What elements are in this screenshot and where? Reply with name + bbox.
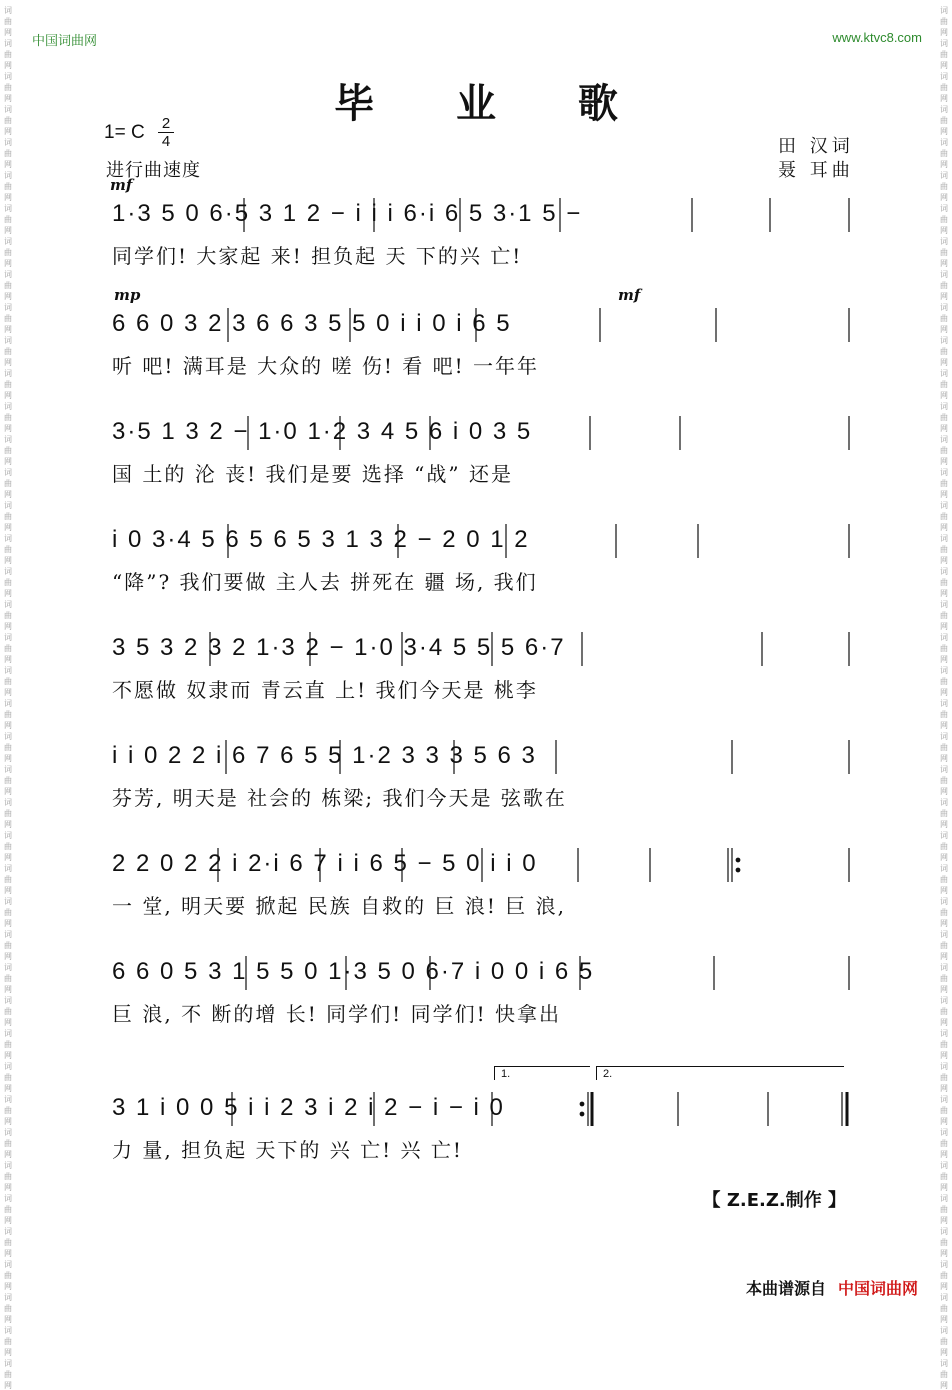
notation-line: i i 0 2 2 i 6 7 6 5 5 1·2 3 3 3 5 6 3 xyxy=(112,742,537,769)
watermark-glyph: 网 xyxy=(4,1018,12,1027)
watermark-glyph: 曲 xyxy=(4,413,12,422)
watermark-glyph: 曲 xyxy=(940,50,948,59)
watermark-glyph: 曲 xyxy=(4,974,12,983)
watermark-glyph: 词 xyxy=(4,402,12,411)
watermark-glyph: 网 xyxy=(940,127,948,136)
watermark-glyph: 曲 xyxy=(940,380,948,389)
watermark-glyph: 曲 xyxy=(940,17,948,26)
watermark-glyph: 曲 xyxy=(940,908,948,917)
watermark-glyph: 曲 xyxy=(940,248,948,257)
watermark-glyph: 曲 xyxy=(940,512,948,521)
watermark-glyph: 网 xyxy=(940,1183,948,1192)
lyrics-line: 不愿做 奴隶而 青云直 上! 我们今天是 桃李 xyxy=(112,678,538,702)
lyrics-line: 力 量, 担负起 天下的 兴 亡! 兴 亡! xyxy=(112,1138,463,1162)
watermark-glyph: 词 xyxy=(940,6,948,15)
watermark-glyph: 网 xyxy=(4,94,12,103)
watermark-glyph: 网 xyxy=(4,1051,12,1060)
watermark-glyph: 曲 xyxy=(4,644,12,653)
watermark-glyph: 网 xyxy=(4,1315,12,1324)
watermark-glyph: 曲 xyxy=(4,1106,12,1115)
watermark-glyph: 词 xyxy=(4,930,12,939)
watermark-glyph: 词 xyxy=(4,171,12,180)
watermark-glyph: 曲 xyxy=(4,1172,12,1181)
watermark-glyph: 网 xyxy=(940,1249,948,1258)
lyrics-line: 一 堂, 明天要 掀起 民族 自救的 巨 浪! 巨 浪, xyxy=(112,894,566,918)
watermark-glyph: 词 xyxy=(940,765,948,774)
watermark-glyph: 网 xyxy=(4,358,12,367)
watermark-glyph: 词 xyxy=(4,897,12,906)
watermark-glyph: 词 xyxy=(940,204,948,213)
watermark-glyph: 网 xyxy=(940,193,948,202)
watermark-glyph: 曲 xyxy=(4,380,12,389)
watermark-glyph: 词 xyxy=(940,897,948,906)
watermark-glyph: 曲 xyxy=(940,776,948,785)
watermark-glyph: 曲 xyxy=(940,215,948,224)
watermark-glyph: 网 xyxy=(940,94,948,103)
watermark-glyph: 词 xyxy=(940,798,948,807)
watermark-glyph: 网 xyxy=(940,622,948,631)
watermark-glyph: 网 xyxy=(940,1282,948,1291)
watermark-glyph: 曲 xyxy=(940,1271,948,1280)
score-system xyxy=(0,828,952,936)
watermark-glyph: 曲 xyxy=(940,842,948,851)
watermark-glyph: 曲 xyxy=(4,182,12,191)
watermark-glyph: 词 xyxy=(4,963,12,972)
watermark-glyph: 网 xyxy=(940,1117,948,1126)
watermark-glyph: 网 xyxy=(4,523,12,532)
watermark-glyph: 曲 xyxy=(4,1238,12,1247)
watermark-glyph: 网 xyxy=(940,721,948,730)
watermark-glyph: 网 xyxy=(940,985,948,994)
watermark-glyph: 曲 xyxy=(940,545,948,554)
song-title: 毕 业 歌 xyxy=(334,80,652,127)
watermark-glyph: 曲 xyxy=(940,1205,948,1214)
source-label: 本曲谱源自 xyxy=(745,1279,826,1298)
watermark-glyph: 网 xyxy=(940,259,948,268)
watermark-glyph: 词 xyxy=(4,666,12,675)
watermark-glyph: 词 xyxy=(940,831,948,840)
watermark-glyph: 词 xyxy=(4,6,12,15)
watermark-glyph: 网 xyxy=(940,490,948,499)
watermark-glyph: 词 xyxy=(4,1227,12,1236)
watermark-glyph: 词 xyxy=(4,369,12,378)
watermark-glyph: 词 xyxy=(940,600,948,609)
watermark-glyph: 词 xyxy=(940,105,948,114)
watermark-glyph: 词 xyxy=(940,699,948,708)
watermark-glyph: 网 xyxy=(4,919,12,928)
tempo-marking: 进行曲速度 xyxy=(106,160,201,181)
watermark-glyph: 曲 xyxy=(4,776,12,785)
watermark-glyph: 曲 xyxy=(940,1172,948,1181)
site-url-right[interactable]: www.ktvc8.com xyxy=(832,30,922,45)
watermark-glyph: 词 xyxy=(4,1161,12,1170)
watermark-glyph: 网 xyxy=(4,787,12,796)
watermark-glyph: 网 xyxy=(4,1249,12,1258)
watermark-glyph: 网 xyxy=(4,28,12,37)
lyrics-line: 听 吧! 满耳是 大众的 嗟 伤! 看 吧! 一年年 xyxy=(112,354,539,378)
watermark-glyph: 词 xyxy=(4,600,12,609)
watermark-glyph: 词 xyxy=(940,72,948,81)
watermark-glyph: 网 xyxy=(4,457,12,466)
watermark-glyph: 曲 xyxy=(4,116,12,125)
watermark-glyph: 词 xyxy=(940,270,948,279)
watermark-glyph: 曲 xyxy=(4,1271,12,1280)
watermark-glyph: 网 xyxy=(940,61,948,70)
watermark-glyph: 曲 xyxy=(940,875,948,884)
watermark-glyph: 网 xyxy=(4,853,12,862)
watermark-glyph: 网 xyxy=(4,1216,12,1225)
watermark-glyph: 网 xyxy=(4,556,12,565)
watermark-glyph: 网 xyxy=(4,1282,12,1291)
watermark-glyph: 词 xyxy=(4,501,12,510)
watermark-glyph: 曲 xyxy=(4,83,12,92)
watermark-glyph: 词 xyxy=(940,435,948,444)
watermark-glyph: 词 xyxy=(4,1260,12,1269)
maker-credit: 【 Z.E.Z.制作 】 xyxy=(702,1190,846,1211)
watermark-glyph: 词 xyxy=(4,1095,12,1104)
watermark-glyph: 曲 xyxy=(4,677,12,686)
watermark-glyph: 词 xyxy=(940,1095,948,1104)
watermark-glyph: 网 xyxy=(4,226,12,235)
watermark-glyph: 网 xyxy=(940,424,948,433)
watermark-glyph: 词 xyxy=(940,336,948,345)
watermark-glyph: 曲 xyxy=(940,182,948,191)
watermark-glyph: 曲 xyxy=(940,974,948,983)
watermark-glyph: 网 xyxy=(4,160,12,169)
watermark-glyph: 网 xyxy=(940,160,948,169)
watermark-glyph: 曲 xyxy=(940,644,948,653)
watermark-glyph: 网 xyxy=(4,61,12,70)
volta-second-ending: 2. xyxy=(596,1066,844,1080)
watermark-glyph: 曲 xyxy=(4,17,12,26)
watermark-glyph: 曲 xyxy=(940,149,948,158)
watermark-glyph: 词 xyxy=(940,633,948,642)
watermark-glyph: 词 xyxy=(940,534,948,543)
watermark-glyph: 词 xyxy=(4,270,12,279)
watermark-glyph: 曲 xyxy=(4,545,12,554)
lyrics-line: 同学们! 大家起 来! 担负起 天 下的兴 亡! xyxy=(112,244,523,268)
watermark-glyph: 词 xyxy=(4,204,12,213)
watermark-glyph: 网 xyxy=(940,1216,948,1225)
watermark-glyph: 网 xyxy=(940,886,948,895)
watermark-glyph: 词 xyxy=(940,996,948,1005)
watermark-glyph: 网 xyxy=(940,820,948,829)
watermark-glyph: 曲 xyxy=(4,1139,12,1148)
watermark-glyph: 网 xyxy=(940,28,948,37)
score-system xyxy=(0,936,952,1044)
watermark-glyph: 曲 xyxy=(4,1337,12,1346)
watermark-glyph: 词 xyxy=(940,468,948,477)
watermark-glyph: 网 xyxy=(940,919,948,928)
watermark-glyph: 曲 xyxy=(4,1304,12,1313)
watermark-glyph: 词 xyxy=(940,237,948,246)
score-system xyxy=(0,612,952,720)
watermark-glyph: 曲 xyxy=(940,116,948,125)
watermark-glyph: 词 xyxy=(4,1293,12,1302)
notation-line: 2 2 0 2 2 i 2·i 6 7 i i 6 5 − 5 0 i i 0 xyxy=(112,850,538,877)
watermark-glyph: 网 xyxy=(4,952,12,961)
watermark-glyph: 网 xyxy=(940,787,948,796)
watermark-glyph: 网 xyxy=(940,952,948,961)
watermark-glyph: 曲 xyxy=(940,578,948,587)
watermark-glyph: 曲 xyxy=(940,446,948,455)
watermark-glyph: 词 xyxy=(940,1062,948,1071)
watermark-glyph: 曲 xyxy=(4,809,12,818)
score-system xyxy=(0,1068,952,1180)
watermark-glyph: 词 xyxy=(940,864,948,873)
watermark-glyph: 曲 xyxy=(4,611,12,620)
watermark-glyph: 网 xyxy=(4,193,12,202)
time-signature xyxy=(158,116,174,149)
watermark-glyph: 词 xyxy=(4,798,12,807)
watermark-glyph: 曲 xyxy=(940,1337,948,1346)
watermark-glyph: 网 xyxy=(940,1084,948,1093)
watermark-glyph: 网 xyxy=(4,1084,12,1093)
watermark-glyph: 词 xyxy=(4,237,12,246)
watermark-glyph: 曲 xyxy=(4,1205,12,1214)
watermark-glyph: 曲 xyxy=(4,941,12,950)
watermark-glyph: 网 xyxy=(4,1348,12,1357)
watermark-glyph: 网 xyxy=(940,292,948,301)
watermark-glyph: 曲 xyxy=(4,215,12,224)
watermark-glyph: 词 xyxy=(940,303,948,312)
watermark-glyph: 词 xyxy=(4,72,12,81)
time-signature-bottom: 4 xyxy=(161,133,171,150)
watermark-glyph: 曲 xyxy=(4,908,12,917)
watermark-glyph: 词 xyxy=(940,39,948,48)
watermark-glyph: 曲 xyxy=(4,1040,12,1049)
notation-line: 3 1 i 0 0 5 i i 2 3 i 2 i 2 − i − i 0 xyxy=(112,1094,505,1121)
key-signature: 1= C xyxy=(104,122,145,143)
watermark-glyph: 网 xyxy=(4,1381,12,1390)
watermark-glyph: 词 xyxy=(940,666,948,675)
watermark-glyph: 曲 xyxy=(4,281,12,290)
watermark-glyph: 曲 xyxy=(940,1073,948,1082)
watermark-glyph: 网 xyxy=(4,985,12,994)
watermark-glyph: 词 xyxy=(4,105,12,114)
watermark-glyph: 词 xyxy=(940,1227,948,1236)
lyrics-line: “降”? 我们要做 主人去 拼死在 疆 场, 我们 xyxy=(112,570,538,594)
watermark-glyph: 网 xyxy=(4,259,12,268)
watermark-glyph: 词 xyxy=(4,138,12,147)
lyricist-credit: 田 汉词 xyxy=(778,136,854,157)
watermark-glyph: 词 xyxy=(4,633,12,642)
watermark-glyph: 曲 xyxy=(940,1238,948,1247)
watermark-glyph: 词 xyxy=(4,699,12,708)
watermark-glyph: 词 xyxy=(4,996,12,1005)
watermark-glyph: 网 xyxy=(940,1315,948,1324)
watermark-glyph: 网 xyxy=(940,853,948,862)
watermark-glyph: 网 xyxy=(940,556,948,565)
watermark-glyph: 曲 xyxy=(940,479,948,488)
watermark-glyph: 曲 xyxy=(4,710,12,719)
watermark-glyph: 词 xyxy=(940,1326,948,1335)
watermark-glyph: 网 xyxy=(940,688,948,697)
watermark-glyph: 网 xyxy=(4,754,12,763)
dynamic-marking: mp xyxy=(114,286,141,304)
watermark-glyph: 曲 xyxy=(4,479,12,488)
watermark-glyph: 词 xyxy=(940,501,948,510)
watermark-glyph: 曲 xyxy=(940,1007,948,1016)
watermark-glyph: 词 xyxy=(4,1062,12,1071)
lyrics-line: 巨 浪, 不 断的增 长! 同学们! 同学们! 快拿出 xyxy=(112,1002,561,1026)
watermark-glyph: 曲 xyxy=(4,743,12,752)
watermark-glyph: 词 xyxy=(940,402,948,411)
watermark-glyph: 网 xyxy=(940,655,948,664)
watermark-glyph: 曲 xyxy=(4,248,12,257)
watermark-glyph: 网 xyxy=(940,523,948,532)
watermark-glyph: 词 xyxy=(940,138,948,147)
watermark-glyph: 曲 xyxy=(940,677,948,686)
watermark-glyph: 曲 xyxy=(4,1073,12,1082)
watermark-glyph: 曲 xyxy=(4,446,12,455)
watermark-glyph: 词 xyxy=(940,1161,948,1170)
watermark-glyph: 曲 xyxy=(4,50,12,59)
dynamic-marking: mf xyxy=(110,176,133,194)
watermark-glyph: 词 xyxy=(4,1128,12,1137)
watermark-glyph: 词 xyxy=(4,336,12,345)
dynamic-marking: mf xyxy=(618,286,641,304)
watermark-glyph: 曲 xyxy=(940,1370,948,1379)
watermark-glyph: 网 xyxy=(4,820,12,829)
watermark-glyph: 网 xyxy=(940,1150,948,1159)
watermark-glyph: 曲 xyxy=(4,1007,12,1016)
watermark-glyph: 曲 xyxy=(4,347,12,356)
watermark-glyph: 词 xyxy=(940,930,948,939)
watermark-glyph: 曲 xyxy=(4,1370,12,1379)
watermark-glyph: 曲 xyxy=(940,743,948,752)
score-system xyxy=(0,288,952,396)
watermark-glyph: 曲 xyxy=(940,710,948,719)
watermark-glyph: 网 xyxy=(4,622,12,631)
watermark-glyph: 网 xyxy=(940,391,948,400)
watermark-glyph: 网 xyxy=(4,1183,12,1192)
watermark-glyph: 曲 xyxy=(940,611,948,620)
watermark-glyph: 网 xyxy=(940,1348,948,1357)
watermark-glyph: 网 xyxy=(4,886,12,895)
watermark-glyph: 网 xyxy=(4,1117,12,1126)
watermark-glyph: 词 xyxy=(4,468,12,477)
notation-line: 1·3 5 0 6·5 3 1 2 − i i i 6·i 6 5 3·1 5 − xyxy=(112,200,583,227)
watermark-glyph: 网 xyxy=(4,424,12,433)
watermark-glyph: 曲 xyxy=(4,512,12,521)
notation-line: 6 6 0 5 3 1 5 5 0 1·3 5 0 6·7 i 0 0 i 6 5 xyxy=(112,958,595,985)
watermark-glyph: 网 xyxy=(4,325,12,334)
watermark-glyph: 网 xyxy=(4,721,12,730)
watermark-glyph: 曲 xyxy=(4,842,12,851)
watermark-glyph: 网 xyxy=(4,1150,12,1159)
watermark-glyph: 网 xyxy=(940,754,948,763)
watermark-glyph: 词 xyxy=(940,963,948,972)
time-signature-top: 2 xyxy=(161,115,171,132)
watermark-glyph: 曲 xyxy=(940,347,948,356)
watermark-glyph: 词 xyxy=(4,567,12,576)
watermark-glyph: 曲 xyxy=(940,1040,948,1049)
watermark-glyph: 词 xyxy=(4,39,12,48)
watermark-glyph: 曲 xyxy=(940,809,948,818)
watermark-glyph: 词 xyxy=(940,171,948,180)
watermark-glyph: 网 xyxy=(4,292,12,301)
composer-credit: 聂 耳曲 xyxy=(778,160,854,181)
watermark-glyph: 词 xyxy=(4,303,12,312)
watermark-glyph: 词 xyxy=(4,831,12,840)
notation-line: 3·5 1 3 2 − 1·0 1·2 3 4 5 6 i 0 3 5 xyxy=(112,418,533,445)
watermark-glyph: 网 xyxy=(4,490,12,499)
watermark-glyph: 词 xyxy=(4,1029,12,1038)
watermark-glyph: 曲 xyxy=(940,1106,948,1115)
watermark-glyph: 网 xyxy=(940,226,948,235)
watermark-glyph: 曲 xyxy=(940,413,948,422)
watermark-glyph: 曲 xyxy=(940,1304,948,1313)
watermark-glyph: 曲 xyxy=(940,314,948,323)
score-system xyxy=(0,396,952,504)
notation-line: 6 6 0 3 2 3 6 6 3 5 5 0 i i 0 i 6 5 xyxy=(112,310,512,337)
watermark-glyph: 词 xyxy=(940,1260,948,1269)
watermark-glyph: 网 xyxy=(940,358,948,367)
watermark-glyph: 词 xyxy=(4,1359,12,1368)
watermark-glyph: 曲 xyxy=(4,314,12,323)
watermark-glyph: 曲 xyxy=(940,83,948,92)
site-name-left[interactable]: 中国词曲网 xyxy=(32,34,98,49)
watermark-glyph: 词 xyxy=(940,732,948,741)
watermark-glyph: 曲 xyxy=(940,1139,948,1148)
watermark-glyph: 词 xyxy=(4,534,12,543)
watermark-glyph: 词 xyxy=(4,1194,12,1203)
watermark-glyph: 词 xyxy=(940,567,948,576)
lyrics-line: 国 土的 沦 丧! 我们是要 选择 “战” 还是 xyxy=(112,462,513,486)
watermark-glyph: 曲 xyxy=(4,578,12,587)
notation-line: i 0 3·4 5 6 5 6 5 3 1 3 2 − 2 0 1 2 xyxy=(112,526,530,553)
watermark-glyph: 网 xyxy=(4,688,12,697)
notation-line: 3 5 3 2 3 2 1·3 2 − 1·0 3·4 5 5 5 6·7 xyxy=(112,634,566,661)
watermark-glyph: 词 xyxy=(4,732,12,741)
score-system xyxy=(0,178,952,286)
watermark-glyph: 词 xyxy=(940,1029,948,1038)
watermark-glyph: 词 xyxy=(940,1194,948,1203)
watermark-glyph: 网 xyxy=(940,1051,948,1060)
volta-first-ending: 1. xyxy=(494,1066,590,1080)
watermark-glyph: 曲 xyxy=(940,941,948,950)
watermark-glyph: 网 xyxy=(4,391,12,400)
watermark-glyph: 词 xyxy=(4,765,12,774)
source-site-link[interactable]: 中国词曲网 xyxy=(837,1279,918,1298)
watermark-glyph: 网 xyxy=(4,589,12,598)
watermark-glyph: 网 xyxy=(940,1018,948,1027)
watermark-glyph: 词 xyxy=(4,864,12,873)
watermark-glyph: 词 xyxy=(4,1326,12,1335)
watermark-glyph: 网 xyxy=(940,1381,948,1390)
watermark-glyph: 网 xyxy=(4,655,12,664)
watermark-glyph: 网 xyxy=(940,325,948,334)
watermark-glyph: 网 xyxy=(940,457,948,466)
watermark-glyph: 词 xyxy=(940,369,948,378)
watermark-glyph: 词 xyxy=(940,1359,948,1368)
watermark-glyph: 词 xyxy=(940,1128,948,1137)
watermark-glyph: 网 xyxy=(940,589,948,598)
watermark-glyph: 词 xyxy=(4,435,12,444)
score-system xyxy=(0,720,952,828)
watermark-glyph: 词 xyxy=(940,1293,948,1302)
lyrics-line: 芬芳, 明天是 社会的 栋梁; 我们今天是 弦歌在 xyxy=(112,786,567,810)
watermark-glyph: 网 xyxy=(4,127,12,136)
source-note xyxy=(746,1276,918,1299)
watermark-glyph: 曲 xyxy=(940,281,948,290)
watermark-glyph: 曲 xyxy=(4,149,12,158)
score-system xyxy=(0,504,952,612)
watermark-glyph: 曲 xyxy=(4,875,12,884)
